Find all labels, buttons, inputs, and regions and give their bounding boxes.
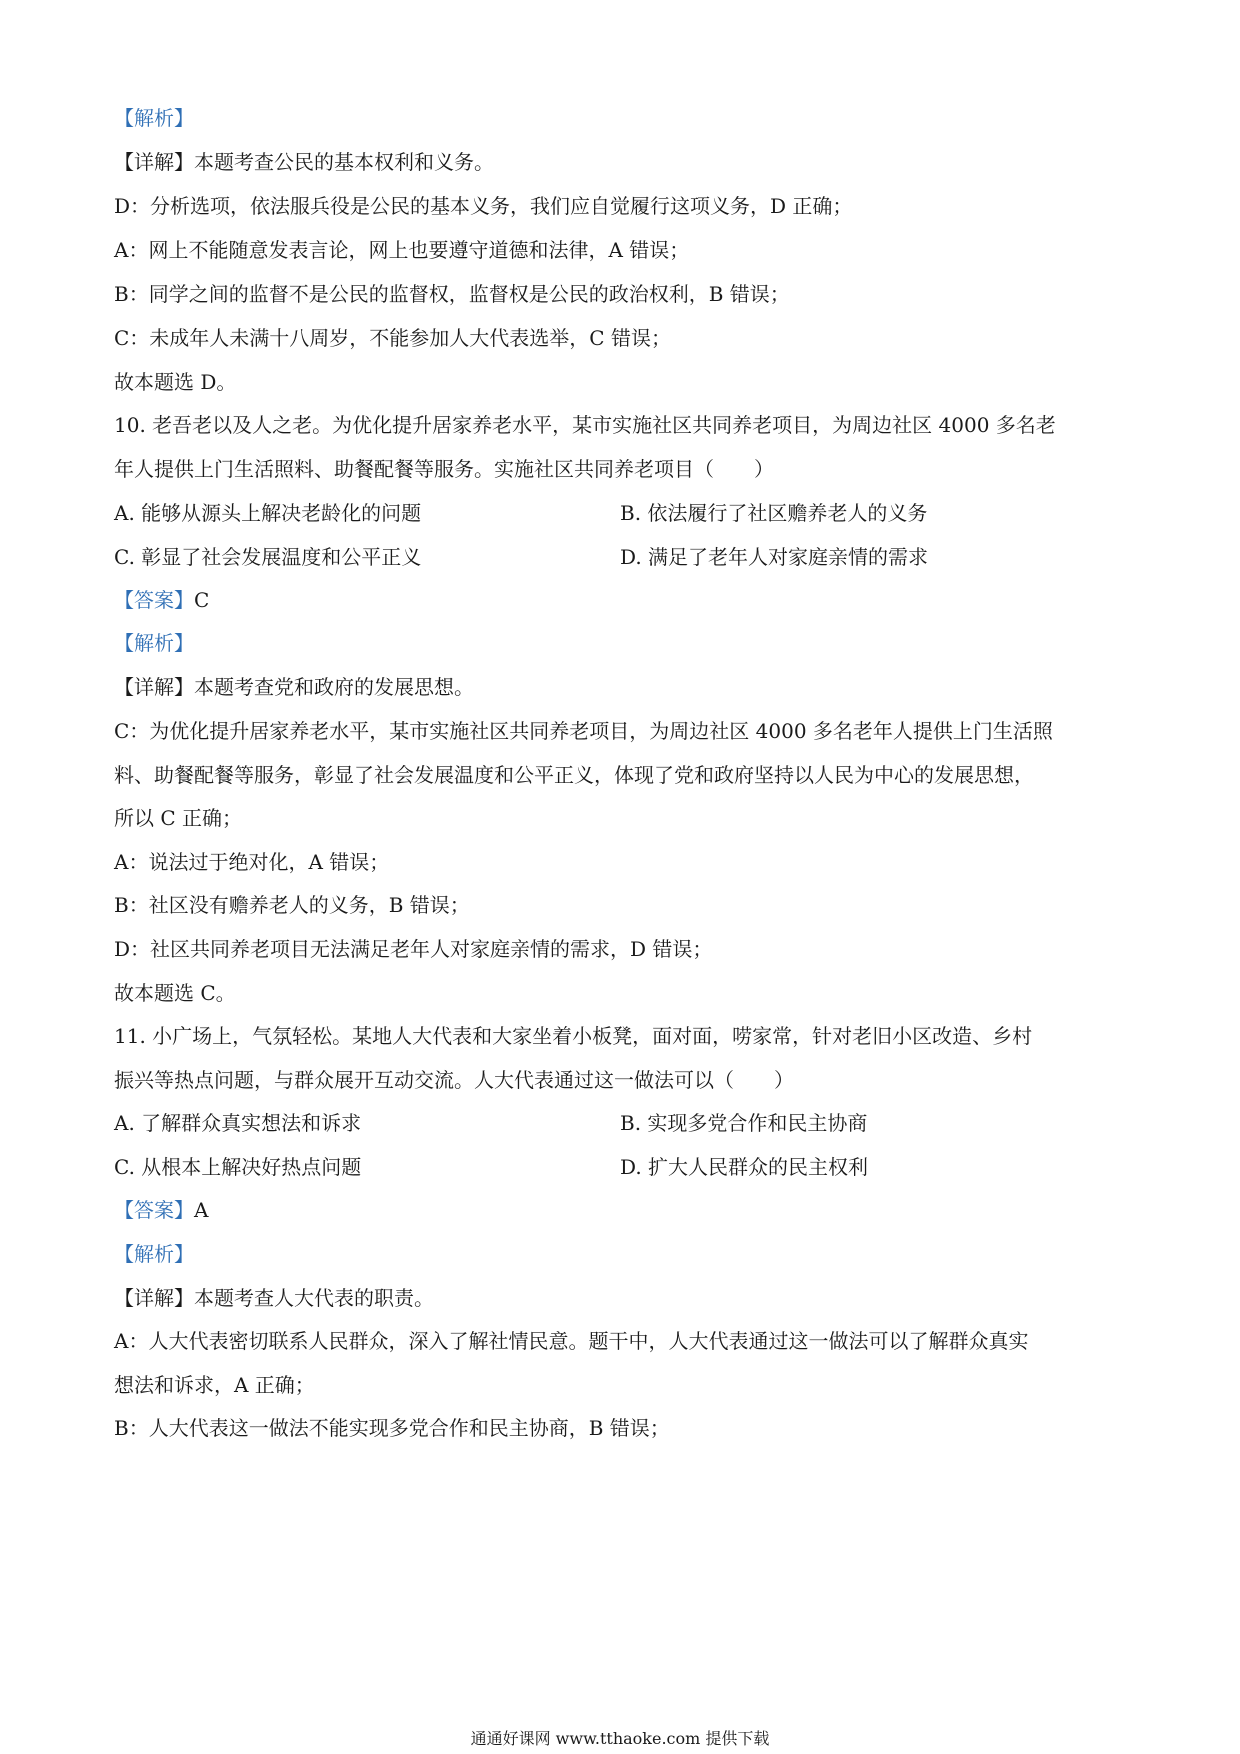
page-footer: 通通好课网 www.tthaoke.com 提供下载 bbox=[470, 1729, 770, 1748]
analysis-line: 想法和诉求，A 正确； bbox=[114, 1373, 315, 1397]
analysis-line: A：网上不能随意发表言论，网上也要遵守道德和法律，A 错误； bbox=[114, 238, 690, 262]
analysis-line: 所以 C 正确； bbox=[114, 806, 243, 830]
option-a: A. 能够从源头上解决老龄化的问题 bbox=[114, 501, 422, 525]
answer-value: A bbox=[194, 1198, 209, 1222]
analysis-heading bbox=[114, 629, 194, 657]
analysis-heading bbox=[114, 1240, 194, 1268]
option-a: A. 了解群众真实想法和诉求 bbox=[114, 1111, 362, 1135]
detail-label: 【详解】 bbox=[114, 150, 194, 174]
analysis-label: 【解析】 bbox=[114, 106, 194, 130]
analysis-line: 料、助餐配餐等服务，彰显了社会发展温度和公平正义，体现了党和政府坚持以人民为中心的发展思想， bbox=[114, 763, 1034, 787]
analysis-line: D：社区共同养老项目无法满足老年人对家庭亲情的需求，D 错误； bbox=[114, 937, 713, 961]
option-d: D. 扩大人民群众的民主权利 bbox=[620, 1155, 869, 1179]
conclusion-line: 故本题选 C。 bbox=[114, 981, 236, 1005]
option-b: B. 依法履行了社区赡养老人的义务 bbox=[620, 501, 928, 525]
analysis-line: B：人大代表这一做法不能实现多党合作和民主协商，B 错误； bbox=[114, 1416, 670, 1440]
detail-line bbox=[114, 148, 494, 176]
conclusion-line: 故本题选 D。 bbox=[114, 370, 237, 394]
analysis-line: B：社区没有赡养老人的义务，B 错误； bbox=[114, 893, 470, 917]
question-10-stem: 年人提供上门生活照料、助餐配餐等服务。实施社区共同养老项目（ ） bbox=[114, 457, 774, 481]
option-b: B. 实现多党合作和民主协商 bbox=[620, 1111, 868, 1135]
detail-label: 【详解】 bbox=[114, 675, 194, 699]
answer-line bbox=[114, 1196, 208, 1224]
detail-text: 本题考查人大代表的职责。 bbox=[194, 1286, 434, 1310]
detail-line bbox=[114, 673, 474, 701]
question-11-stem: 11. 小广场上，气氛轻松。某地人大代表和大家坐着小板凳，面对面，唠家常，针对老旧小区改造、乡村 bbox=[114, 1024, 1033, 1048]
analysis-line: B：同学之间的监督不是公民的监督权，监督权是公民的政治权利，B 错误； bbox=[114, 282, 790, 306]
answer-label: 【答案】 bbox=[114, 1198, 194, 1222]
question-11-stem: 振兴等热点问题，与群众展开互动交流。人大代表通过这一做法可以（ ） bbox=[114, 1068, 794, 1092]
analysis-label: 【解析】 bbox=[114, 1242, 194, 1266]
option-c: C. 从根本上解决好热点问题 bbox=[114, 1155, 362, 1179]
detail-line bbox=[114, 1284, 434, 1312]
option-d: D. 满足了老年人对家庭亲情的需求 bbox=[620, 545, 929, 569]
answer-label: 【答案】 bbox=[114, 588, 194, 612]
answer-value: C bbox=[194, 588, 210, 612]
analysis-heading bbox=[114, 104, 194, 132]
question-10-stem: 10. 老吾老以及人之老。为优化提升居家养老水平，某市实施社区共同养老项目，为周边社区 4000 多名老 bbox=[114, 413, 1056, 437]
analysis-line: C：未成年人未满十八周岁，不能参加人大代表选举，C 错误； bbox=[114, 326, 671, 350]
analysis-label: 【解析】 bbox=[114, 631, 194, 655]
detail-text: 本题考查公民的基本权利和义务。 bbox=[194, 150, 494, 174]
answer-line bbox=[114, 586, 209, 614]
detail-text: 本题考查党和政府的发展思想。 bbox=[194, 675, 474, 699]
analysis-line: C：为优化提升居家养老水平，某市实施社区共同养老项目，为周边社区 4000 多名老年人提供上门生活照 bbox=[114, 719, 1053, 743]
option-c: C. 彰显了社会发展温度和公平正义 bbox=[114, 545, 422, 569]
detail-label: 【详解】 bbox=[114, 1286, 194, 1310]
analysis-line: A：人大代表密切联系人民群众，深入了解社情民意。题干中，人大代表通过这一做法可以了解群众真实 bbox=[114, 1329, 1029, 1353]
analysis-line: D：分析选项，依法服兵役是公民的基本义务，我们应自觉履行这项义务，D 正确； bbox=[114, 194, 853, 218]
analysis-line: A：说法过于绝对化，A 错误； bbox=[114, 850, 390, 874]
